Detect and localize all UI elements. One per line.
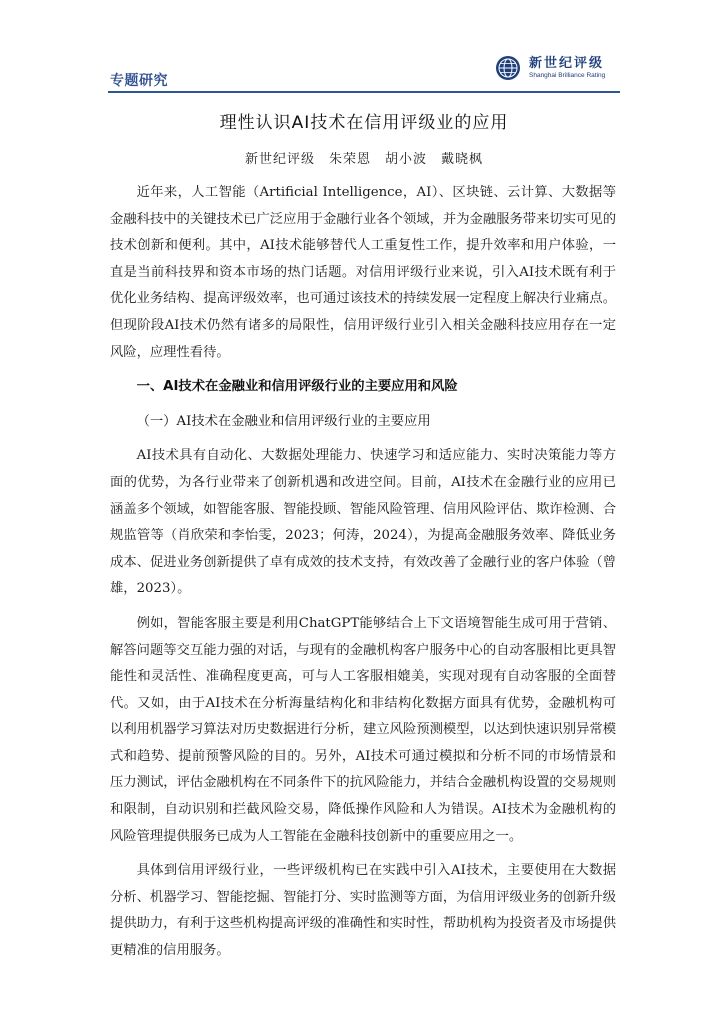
article-body bbox=[110, 180, 616, 965]
logo-name-en: Shanghai Brilliance Rating bbox=[529, 72, 606, 79]
body-paragraph-3: 具体到信用评级行业，一些评级机构已在实践中引入AI技术，主要使用在大数据分析、机器学习、智能挖掘、智能打分、实时监测等方面，为信用评级业务的创新升级提供助力，有利于这些机构提高评级的准确性和实时性，帮助机构为投资者及市场提供更精准的信用服务。 bbox=[110, 863, 616, 959]
article-title: 理性认识AI技术在信用评级业的应用 bbox=[219, 113, 509, 133]
page-header bbox=[110, 50, 620, 92]
section-label: 专题研究 bbox=[110, 73, 168, 89]
body-paragraph-1: AI技术具有自动化、大数据处理能力、快速学习和适应能力、实时决策能力等方面的优势，为各行业带来了创新机遇和改进空间。目前，AI技术在金融行业的应用已涵盖多个领域，如智能客服、智能投顾、智能风险管理、信用风险评估、欺诈检测、合规监管等（肖欣荣和李怡雯，2023；何涛，2024），为提高金融服务效率、降低业务成本、促进业务创新提供了卓有成效的技术支持，有效改善了金融行业的客户体验（曾雄，2023）。 bbox=[110, 448, 616, 597]
subsection-heading: （一）AI技术在金融业和信用评级行业的主要应用 bbox=[136, 413, 431, 429]
globe-emblem-icon bbox=[495, 55, 521, 81]
section-heading: 一、AI技术在金融业和信用评级行业的主要应用和风险 bbox=[136, 379, 458, 395]
body-paragraph-2: 例如，智能客服主要是利用ChatGPT能够结合上下文语境智能生成可用于营销、解答问题等交互能力强的对话，与现有的金融机构客户服务中心的自动客服相比更具智能性和灵活性、准确程度更高，可与人工客服相媲美，实现对现有自动客服的全面替代。又如，由于AI技术在分析海量结构化和非结构化数据方面具有优势，金融机构可以利用机器学习算法对历史数据进行分析，建立风险预测模型，以达到快速识别异常模式和趋势、提前预警风险的目的。另外，AI技术可通过模拟和分析不同的市场情景和压力测试，评估金融机构在不同条件下的抗风险能力，并结合金融机构设置的交易规则和限制，自动识别和拦截风险交易，降低操作风险和人为错误。AI技术为金融机构的风险管理提供服务已成为人工智能在金融科技创新中的重要应用之一。 bbox=[110, 615, 616, 844]
logo-name-cn: 新世纪评级 bbox=[529, 56, 605, 71]
header-divider bbox=[108, 91, 620, 93]
intro-paragraph: 近年来，人工智能（Artificial Intelligence，AI）、区块链、云计算、大数据等金融科技中的关键技术已广泛应用于金融行业各个领域，并为金融服务带来切实可见的技术创新和便利。其中，AI技术能够替代人工重复性工作，提升效率和用户体验，一直是当前科技界和资本市场的热门话题。对信用评级行业来说，引入AI技术既有利于优化业务结构、提高评级效率，也可通过该技术的持续发展一定程度上解决行业痛点。但现阶段AI技术仍然有诸多的局限性，信用评级行业引入相关金融科技应用存在一定风险，应理性看待。 bbox=[110, 185, 616, 360]
publisher-logo bbox=[495, 52, 620, 88]
article-authors: 新世纪评级 朱荣恩 胡小波 戴晓枫 bbox=[244, 152, 483, 167]
